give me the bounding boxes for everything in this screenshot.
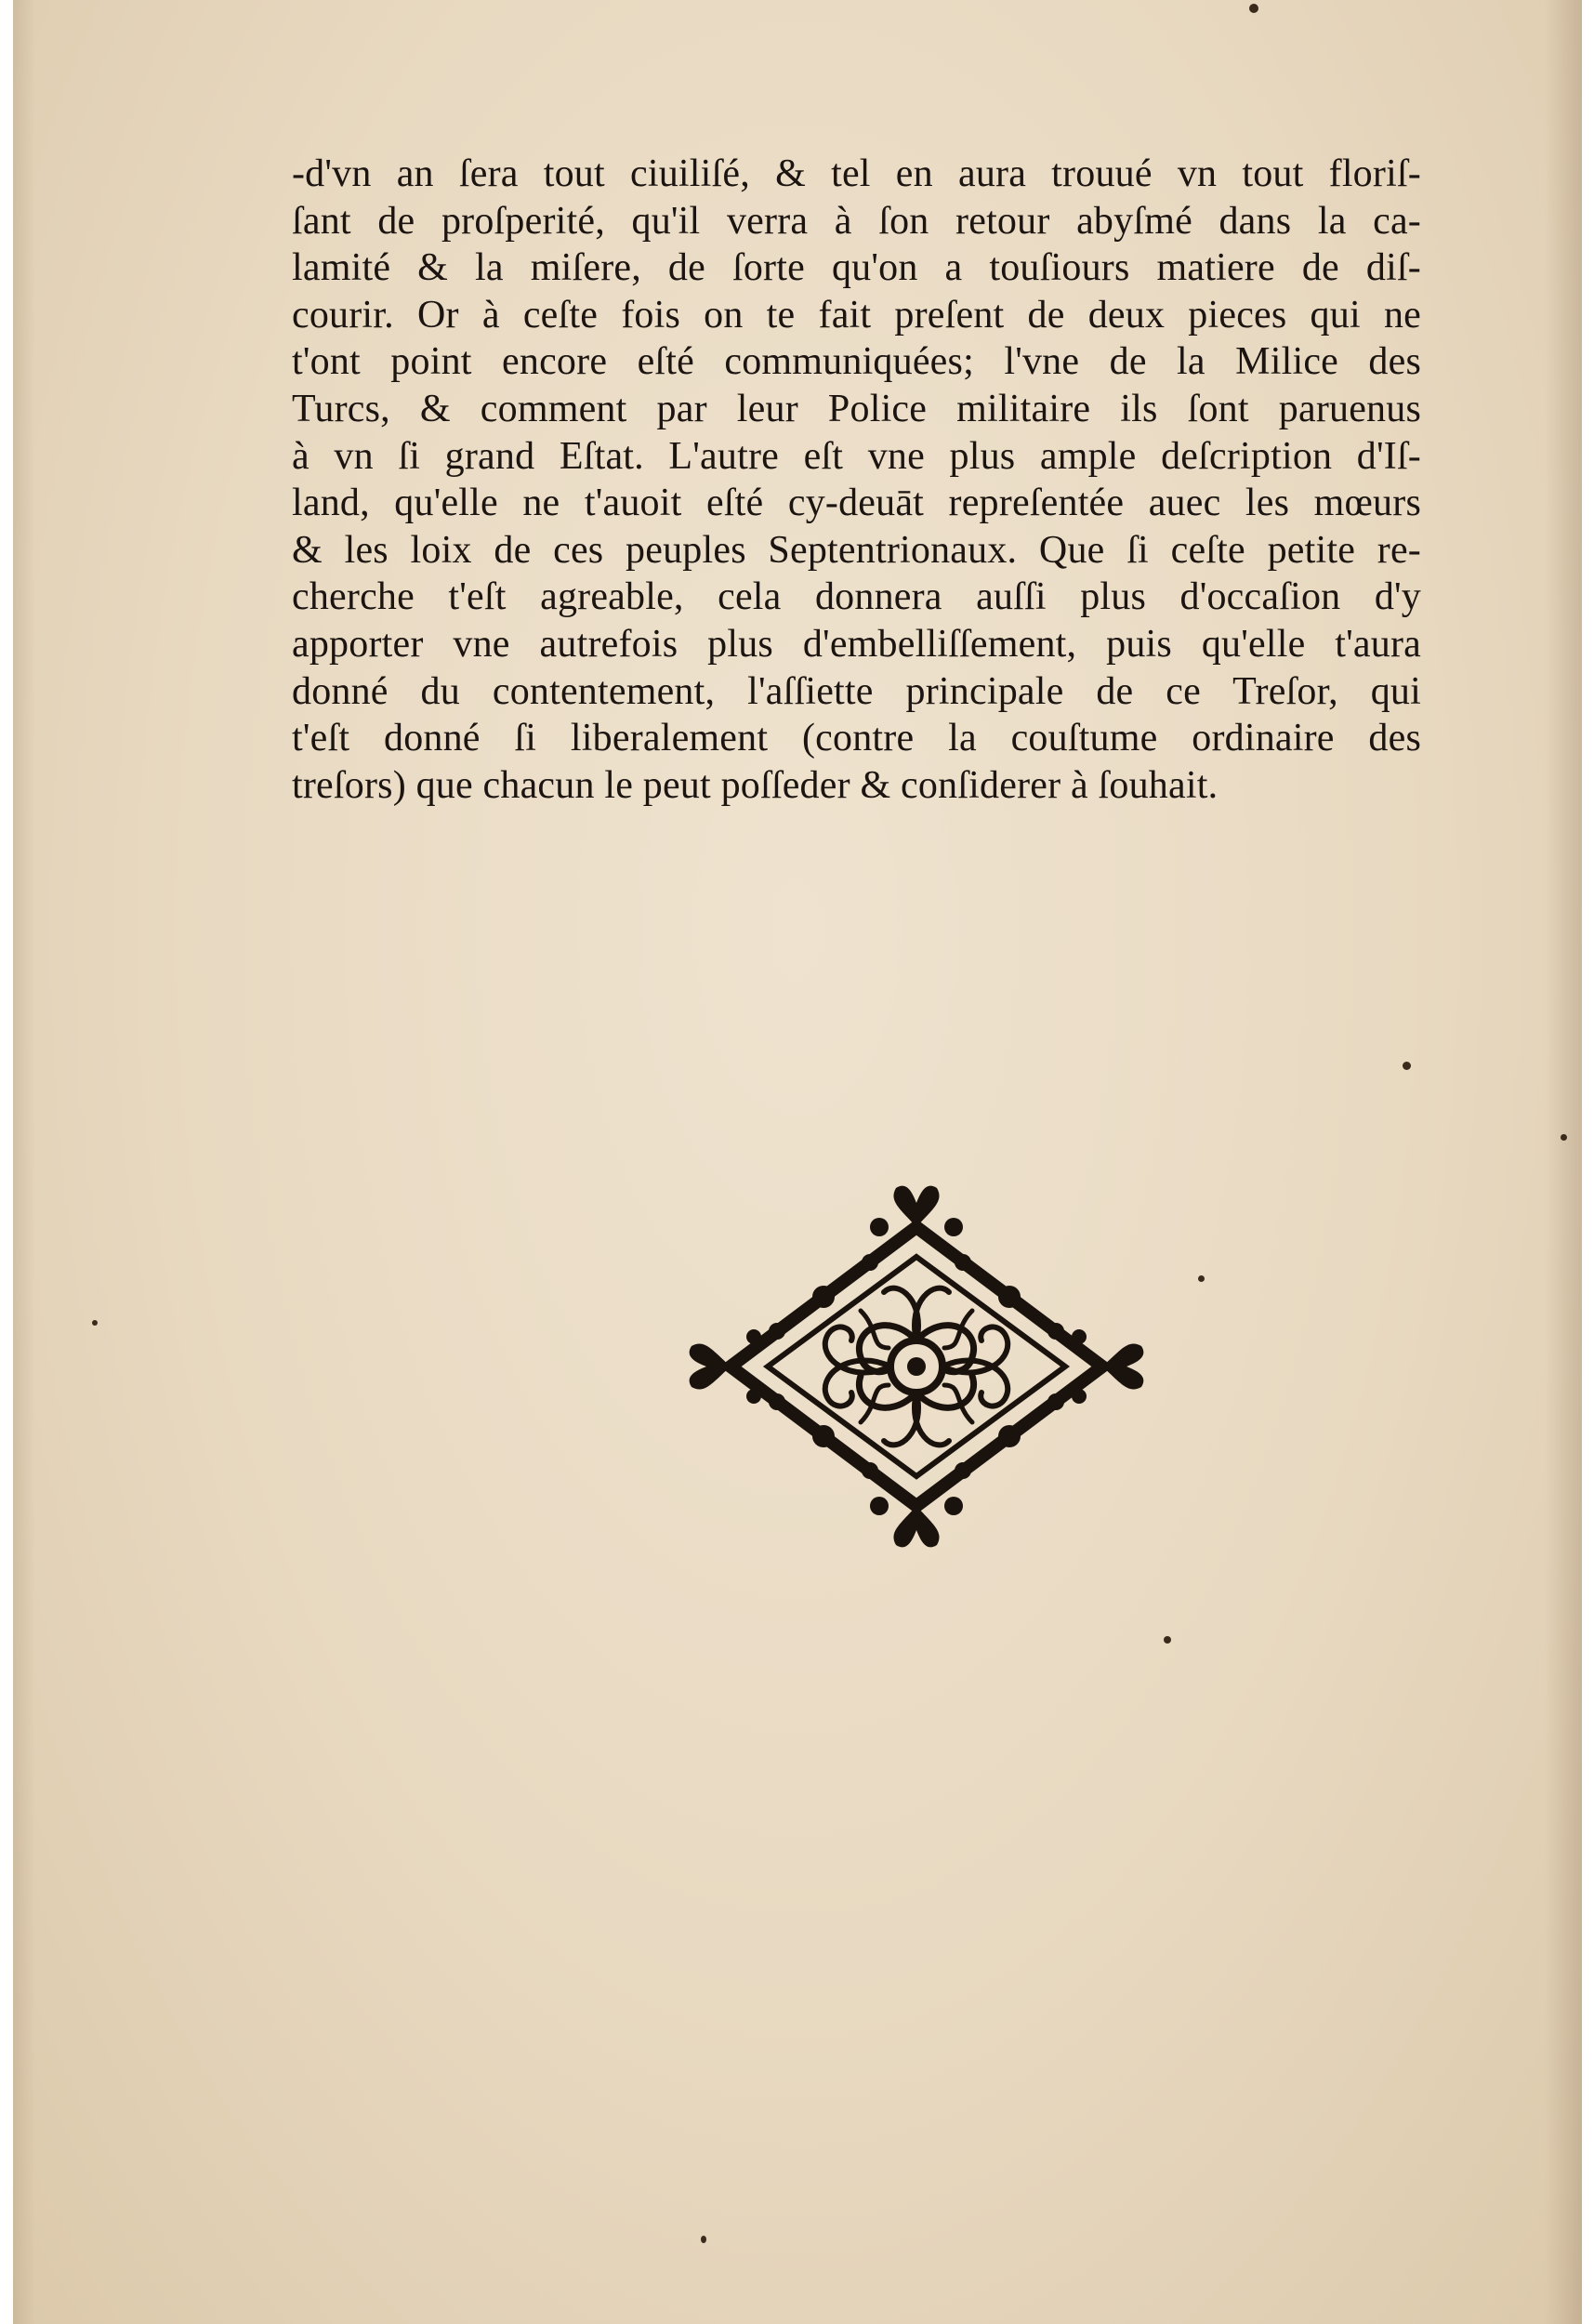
paper-speck (1249, 4, 1258, 13)
text-line-5: t'ont point encore eſté communiquées; l'vne de la Milice des (292, 340, 1421, 384)
page-left-edge (13, 0, 35, 2324)
text-line-3: lamité & la miſere, de ſorte qu'on a touſiours matiere de diſ- (292, 246, 1421, 290)
paper-speck (701, 2236, 706, 2243)
text-line-7: à vn ſi grand Eſtat. L'autre eſt vne plus ample deſcription d'Iſ- (292, 434, 1421, 478)
text-line-9: & les loix de ces peuples Septentrionaux. Que ſi ceſte petite re- (292, 528, 1421, 572)
paper-speck (1164, 1636, 1171, 1644)
body-text (292, 151, 1421, 809)
text-line-14: treſors) que chacun le peut poſſeder & conſiderer à ſouhait. (292, 763, 1219, 807)
text-line-1: -d'vn an ſera tout ciuiliſé, & tel en aura trouué vn tout floriſ- (292, 152, 1421, 195)
book-page (13, 0, 1582, 2324)
paper-speck (92, 1320, 98, 1326)
text-line-6: Turcs, & comment par leur Police militaire ils ſont paruenus (292, 387, 1421, 430)
text-line-11: apporter vne autrefois plus d'embelliſſement, puis qu'elle t'aura (292, 622, 1421, 666)
text-line-13: t'eſt donné ſi liberalement (contre la couſtume ordinaire des (292, 717, 1421, 760)
fleuron-ornament-icon (684, 1181, 1149, 1552)
text-line-4: courir. Or à ceſte fois on te fait preſent de deux pieces qui ne (292, 293, 1421, 337)
text-line-2: ſant de proſperité, qu'il verra à ſon retour abyſmé dans la ca- (292, 199, 1421, 243)
text-line-8: land, qu'elle ne t'auoit eſté cy-deuāt repreſentée auec les mœurs (292, 482, 1421, 525)
paper-speck (1561, 1134, 1567, 1141)
page-right-edge (1545, 0, 1582, 2324)
paper-speck (1198, 1275, 1205, 1282)
paper-speck (1403, 1062, 1411, 1070)
text-line-10: cherche t'eſt agreable, cela donnera auſſi plus d'occaſion d'y (292, 575, 1421, 619)
text-line-12: donné du contentement, l'aſſiette principale de ce Treſor, qui (292, 669, 1421, 713)
